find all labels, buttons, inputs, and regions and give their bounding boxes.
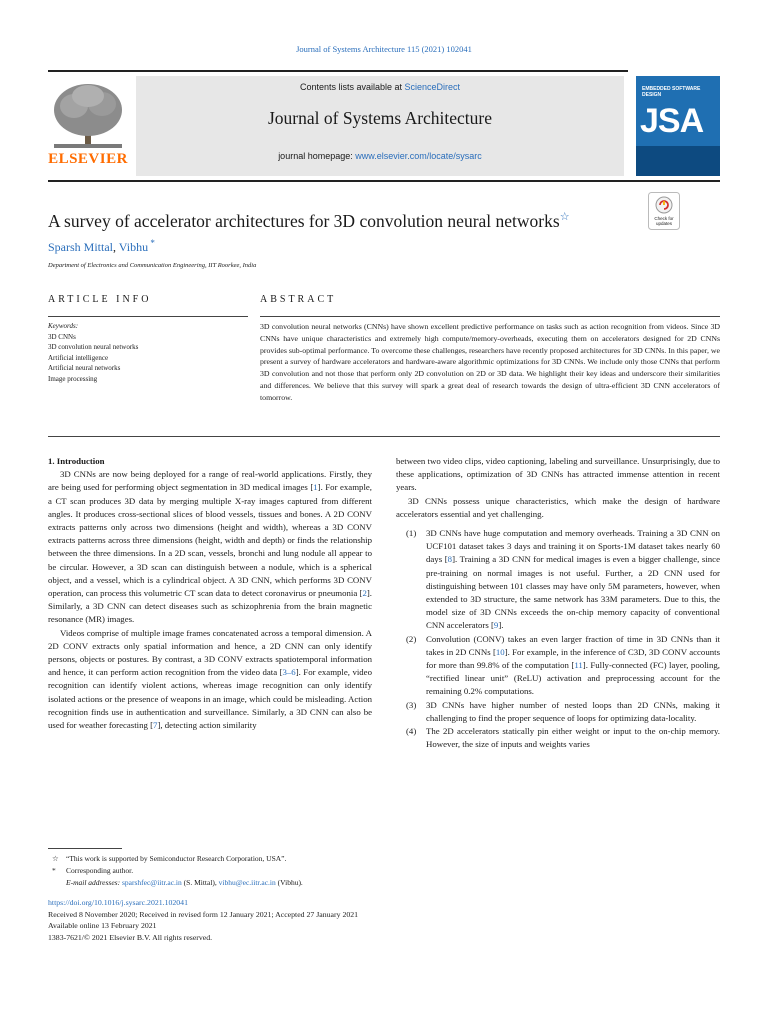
citation-link[interactable]: 10 bbox=[495, 646, 505, 657]
intro-paragraph-3: between two video clips, video captioning, labeling and surveillance. Unsurprisingly, due to these applications, optimization of 3D CNNs has attracted immense attention in recent years. bbox=[396, 456, 720, 493]
email-link-vibhu[interactable]: vibhu@ec.iitr.ac.in bbox=[218, 878, 276, 887]
footnote-asterisk: * bbox=[52, 866, 56, 875]
footnote-emails: E-mail addresses: sparshfec@iitr.ac.in (S. Mittal), vibhu@ec.iitr.ac.in (Vibhu). bbox=[66, 878, 303, 887]
footnotes bbox=[48, 853, 548, 889]
contents-prefix: Contents lists available at bbox=[299, 82, 405, 92]
received-dates: Received 8 November 2020; Received in revised form 12 January 2021; Accepted 27 January 2021 bbox=[48, 909, 359, 919]
list-item: (2) Convolution (CONV) takes an even larger fraction of time in 3D CNNs than it takes in 2D CNNs [10]. For example, in the inference of C3D, 3D CONV accounts for more than 99.8% of the computation [11]. Fully-connected (FC) layer, pooling, “rectified linear unit” (ReLU) activation and preprocessing account for the remaining 0.2% computations. bbox=[406, 633, 720, 697]
citation-link[interactable]: 3–6 bbox=[282, 667, 296, 678]
citation-link[interactable]: 2 bbox=[362, 588, 367, 599]
homepage-line bbox=[136, 151, 624, 161]
section-heading-introduction: 1. Introduction bbox=[48, 456, 105, 466]
keywords-label: Keywords: bbox=[48, 322, 79, 330]
intro-paragraph-2: Videos comprise of multiple image frames concatenated across a temporal dimension. A 2D CONV extracts only spatial information and hence, a 2D CNN can only identify persons, objects or postures. By contrast, a 3D CONV extracts spatiotemporal information and hence, it can perform action recognition from the video data [3–6]. For example, video recognition can identify violent actions, whereas image recognition can only identify isolated actions or the presence of weapons in an image, which could be misleading. Action recognition finds use in authentication and surveillance. Similarly, a 3D CNN can also be used for weather forecasting [7], detecting action similarity bbox=[48, 627, 372, 731]
keyword-item: 3D convolution neural networks bbox=[48, 343, 139, 351]
elsevier-wordmark: ELSEVIER bbox=[48, 151, 128, 167]
author-list bbox=[48, 238, 155, 255]
footnote-rule bbox=[48, 848, 122, 849]
list-item-number: (2) bbox=[406, 633, 417, 644]
article-title bbox=[48, 210, 628, 232]
author-vibhu[interactable]: Vibhu bbox=[118, 240, 149, 254]
list-item-number: (3) bbox=[406, 699, 417, 710]
body-column-right bbox=[396, 455, 720, 751]
article-info-rule bbox=[48, 316, 248, 317]
challenges-list bbox=[396, 527, 720, 751]
author-separator: , bbox=[113, 240, 119, 254]
homepage-prefix: journal homepage: bbox=[278, 151, 356, 161]
citation-link[interactable]: 1 bbox=[313, 482, 318, 493]
keyword-item: Image processing bbox=[48, 374, 98, 383]
abstract-heading: ABSTRACT bbox=[260, 294, 337, 305]
list-item: (3) 3D CNNs have higher number of nested loops than 2D CNNs, making it challenging to find the proper sequence of loops for optimizing data-locality. bbox=[406, 699, 720, 723]
author-sparsh-mittal[interactable]: Sparsh Mittal bbox=[48, 240, 113, 254]
header-bottom-rule bbox=[48, 180, 720, 182]
citation-link[interactable]: 8 bbox=[447, 554, 453, 565]
affiliation: Department of Electronics and Communication Engineering, IIT Roorkee, India bbox=[48, 262, 257, 269]
journal-title: Journal of Systems Architecture bbox=[267, 108, 493, 128]
journal-cover-image[interactable] bbox=[636, 76, 720, 176]
available-online: Available online 13 February 2021 bbox=[48, 921, 157, 930]
footnote-funding: ☆ “This work is supported by Semiconductor Research Corporation, USA”. bbox=[52, 854, 287, 863]
abstract-bottom-rule bbox=[48, 436, 720, 437]
article-info-heading: ARTICLE INFO bbox=[48, 294, 152, 305]
abstract-rule bbox=[260, 316, 720, 317]
abstract-text: 3D convolution neural networks (CNNs) have shown excellent predictive performance on tasks such as action recognition from videos. Since 3D CNNs have unique characteristics and extremely high compute/memory-overheads, executing them on accelerators designed for 2D CNNs provides sub-optimal performance. To overcome these challenges, researchers have recently proposed architectures for 3D CNNs. In this paper, we present a survey of hardware accelerators and hardware-aware algorithmic optimizations for 3D CNNs. We include only those CNNs that perform 3D convolution and not those that perform only 2D convolution on 2D or 3D data. We highlight their key ideas and underscore their similarities and differences. We believe that this survey will spark a great deal of research towards the design of ultra-efficient 3D CNN accelerators of tomorrow. bbox=[260, 322, 720, 402]
copyright: 1383-7621/© 2021 Elsevier B.V. All rights reserved. bbox=[48, 932, 213, 942]
keywords-block bbox=[48, 321, 248, 384]
list-item: (4) The 2D accelerators statically pin either weight or input to the on-chip memory. However, the size of inputs and weights varies bbox=[406, 726, 720, 750]
keyword-item: 3D CNNs bbox=[48, 332, 76, 341]
doi-link[interactable]: https://doi.org/10.1016/j.sysarc.2021.102041 bbox=[48, 898, 188, 907]
journal-citation[interactable]: Journal of Systems Architecture 115 (2021) 102041 bbox=[296, 44, 472, 54]
citation-link[interactable]: 11 bbox=[574, 660, 583, 671]
intro-paragraph-1: 3D CNNs are now being deployed for a range of real-world applications. Firstly, they are being used for performing object segmentation in 3D medical images [1]. For example, a CT scan produces 3D data by merging multiple X-ray images captured from different angles. It produces cross-sectional slices of blood vessels, tissues and bones. A 2D CONV extracts patterns only across two dimensions (height and width), whereas a 3D CONV extracts patterns across three dimensions (height, width and depth) or finds the relationship between the three dimensions. In a 2D scan, vessels, bronchi and lung nodule all appear to be circular. However, a 3D scan can distinguish between a nodule, which is a spherical object, and a vessel, which is a cylindrical object. A 3D CNN, which performs 3D CONV operation, can process this volumetric CT scan data to detect coronavirus or pneumonia [2]. Similarly, a 3D CNN can detect diseases such as schizophrenia from the brain magnetic resonance (MR) images. bbox=[48, 469, 372, 625]
article-metadata bbox=[48, 897, 720, 943]
check-updates-label: Check for updates bbox=[654, 216, 674, 226]
footnote-star-icon: ☆ bbox=[52, 854, 59, 863]
footnote-corresponding: * Corresponding author. bbox=[52, 866, 134, 875]
list-item-number: (1) bbox=[406, 528, 417, 539]
sciencedirect-link[interactable]: ScienceDirect bbox=[404, 82, 461, 92]
body-column-left bbox=[48, 455, 372, 732]
check-for-updates-button[interactable] bbox=[648, 192, 680, 230]
email-label: E-mail addresses: bbox=[66, 878, 122, 887]
cover-strip bbox=[636, 146, 720, 176]
corresponding-author-mark[interactable]: * bbox=[148, 238, 155, 248]
keyword-item: Artificial intelligence bbox=[48, 353, 109, 362]
contents-line bbox=[136, 82, 624, 92]
journal-homepage-link[interactable]: www.elsevier.com/locate/sysarc bbox=[355, 151, 482, 161]
list-item: (1) 3D CNNs have huge computation and memory overheads. Training a 3D CNN on UCF101 dataset takes 3 days and training it on Sports-1M dataset takes nearly 60 days [8]. Training a 3D CNN for medical images is even a bigger challenge, since pre-training on normal images is not useful. Further, a 2D CNN used for distinguishing between 101 classes may have only 5M parameters, however, when extended to 3D structure, the same network has 33M parameters. Due to this, the model size of 3D CNNs exceeds the on-chip memory capacity of conventional CNN accelerators [9]. bbox=[406, 528, 720, 631]
article-title-text: A survey of accelerator architectures for 3D convolution neural networks bbox=[48, 210, 560, 231]
citation-link[interactable]: 7 bbox=[153, 720, 158, 731]
header-top-rule bbox=[48, 70, 628, 72]
list-item-number: (4) bbox=[406, 726, 417, 737]
title-footnote-star-icon[interactable]: ☆ bbox=[559, 211, 570, 223]
cover-abbrev: JSA bbox=[640, 102, 704, 140]
email-link-mittal[interactable]: sparshfec@iitr.ac.in bbox=[121, 878, 182, 887]
keyword-item: Artificial neural networks bbox=[48, 364, 121, 372]
intro-paragraph-4: 3D CNNs possess unique characteristics, which make the design of hardware accelerators essential and yet challenging. bbox=[396, 495, 720, 519]
citation-link[interactable]: 9 bbox=[493, 620, 499, 631]
cover-subtitle: EMBEDDED SOFTWARE DESIGN bbox=[642, 86, 701, 98]
